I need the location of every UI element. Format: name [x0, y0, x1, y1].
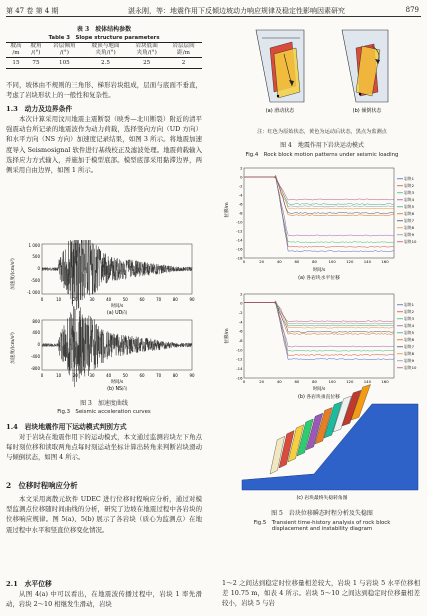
y-tick: 0	[240, 300, 243, 306]
table3-header-cell: 岩层倾角 /(°)	[53, 43, 76, 56]
fig3-ylabel-b: 加速度/(cm/s²)	[11, 332, 16, 364]
legend-item: 岩块2	[404, 183, 415, 188]
legend-item: 岩块6	[404, 337, 415, 342]
y-tick: -4	[238, 192, 243, 198]
fig3-ylabel-a: 加速度/(cm/s²)	[11, 258, 16, 290]
series-line	[244, 302, 394, 355]
section-heading: 2 位移时程响应分析	[6, 481, 78, 490]
x-tick: 50	[122, 373, 128, 378]
table3-title-en: Table 3 Slope structure parameters	[48, 35, 160, 41]
x-tick: 20	[259, 379, 265, 384]
x-tick: 160	[381, 379, 389, 384]
paragraph: 本文采用离散元软件 UDEC 进行位移时程响应分析，通过对模型监测点位移随时间曲线的分析，研究了边坡在地震过程中各岩块的位移响应规律。图 5(a)、5(b) 展示了各岩块（质心为监测点）在地震过程中水平和竖直位移变化情况。	[6, 495, 202, 534]
y-tick: -14	[236, 365, 243, 371]
y-tick: -16	[236, 375, 243, 381]
y-tick: -16	[236, 246, 243, 252]
legend-item: 岩块1	[404, 302, 415, 307]
table3-cell: 25	[143, 59, 151, 66]
fig5-caption-en-1: Fig.5 Transient time-history analysis of rock block	[253, 520, 391, 526]
fig5-sub-c: (c) 岩块最终失稳转角图	[296, 496, 348, 501]
fig3-xlabel-b: 时间/s	[110, 380, 124, 385]
fig5-xlabel-b: 时间/s	[312, 387, 326, 392]
fig3-xlabel-a: 时间/s	[110, 304, 124, 309]
y-tick: -12	[236, 228, 243, 234]
table3-cell: 2.5	[101, 59, 110, 66]
fig4-caption-cn: 图 4 地震作用下岩块运动模式	[280, 142, 364, 149]
y-tick: 400	[32, 330, 40, 335]
legend-item: 岩块7	[404, 344, 415, 349]
y-tick: -400	[30, 354, 40, 359]
series-line	[244, 302, 394, 328]
x-tick: 90	[189, 297, 195, 302]
y-tick: 0	[37, 266, 40, 271]
fig5-sub-b: (b) 各岩块垂直位移	[298, 395, 340, 400]
y-tick: 800	[32, 319, 40, 324]
table3-cell: 75	[32, 59, 40, 66]
table-row	[6, 58, 202, 69]
paragraph: 1～2 之间达到稳定时位移量相差较大，岩块 1 与岩块 5 水平位移相差 10.75 m，如表 4 所示。岩块 5～10 之间达到稳定时位移量相差较小，岩块 5 与岩	[222, 579, 420, 608]
x-tick: 0	[40, 297, 44, 302]
fig3-xticks-a	[41, 297, 195, 302]
moved-block	[274, 48, 300, 98]
table3-header-cell: 坡顶与地面 夹角/(°)	[91, 43, 120, 56]
paragraph: 本次计算采用汶川地震主震断裂（映秀—北川断裂）附近的清平强震动台所记录的地震波作为动力荷载，选择竖向方向（UD 方向）和水平方向（NS 方向）加速度记录结果，如图 3 所示。将地震加速度导入 Seismosignal 软件进行基线校正及滤波处理。地震荷载输入选择应力方式输入，并施加于模型底部。模型底部采用黏滞边界，两侧采用自由边界，如图 1 所示。	[6, 115, 202, 175]
legend-item: 岩块4	[404, 323, 415, 328]
x-tick: 30	[89, 297, 95, 302]
y-tick: -6	[238, 201, 243, 207]
figure-5	[222, 162, 422, 502]
y-tick: -4	[238, 319, 243, 325]
ns-acceleration-trace	[42, 306, 192, 387]
legend-item: 岩块10	[404, 365, 417, 370]
page-number: 879	[405, 6, 419, 14]
header-rule	[6, 16, 421, 17]
y-tick: -8	[238, 337, 243, 343]
table3-cell: 15	[12, 59, 20, 66]
fig5-vertical-series	[244, 301, 394, 360]
x-tick: 90	[189, 373, 195, 378]
slope-body	[242, 404, 418, 490]
legend-item: 岩块1	[404, 176, 415, 181]
table3	[6, 42, 202, 69]
x-tick: 80	[312, 379, 317, 384]
x-tick: 0	[242, 379, 246, 384]
fig5-ylabel-b: 位移/m	[225, 328, 230, 344]
fig4-sliding-diagram	[256, 30, 304, 114]
x-tick: 100	[328, 379, 336, 384]
series-line	[244, 302, 394, 351]
series-line	[244, 177, 394, 216]
monitor-point	[359, 93, 361, 95]
y-tick: 0	[240, 174, 243, 180]
x-tick: 60	[294, 379, 300, 384]
x-tick: 80	[172, 297, 178, 302]
x-tick: 140	[363, 379, 371, 384]
legend-item: 岩块4	[404, 197, 415, 202]
legend-item: 岩块8	[404, 351, 415, 356]
fig3-caption-en: Fig.3 Seismic acceleration curves	[57, 409, 151, 415]
y-tick: -6	[238, 328, 243, 334]
fig4-note: 注：红色为原始状态，黄色为运动后状态，黑点为监测点	[257, 129, 387, 135]
x-tick: 40	[276, 379, 282, 384]
fig5-xlabel-a: 时间/s	[312, 268, 326, 273]
fig5-horizontal-series	[244, 175, 394, 251]
table3-cell: 105	[59, 59, 70, 66]
section-heading: 2.1 水平位移	[6, 580, 52, 588]
y-tick: 1 000	[28, 243, 40, 248]
y-tick: 2	[240, 165, 243, 171]
x-tick: 10	[56, 373, 62, 378]
series-line	[244, 177, 394, 214]
paragraph: 对于岩块在地震作用下的运动模式，本文通过监测岩块左下角点每时刻位移和读取两角点每时刻运动坐标计算出转角来判断岩块滑动与倾倒状态，如图 4 所示。	[6, 433, 202, 462]
series-line	[244, 176, 394, 251]
legend-item: 岩块5	[404, 204, 415, 209]
fig3-caption-cn: 图 3 加速度曲线	[80, 400, 128, 407]
fig5-caption-cn: 图 5 岩块位移瞬态时程分析及失稳图	[271, 510, 373, 517]
x-tick: 40	[106, 373, 112, 378]
fig5-yticks-a	[236, 165, 243, 260]
ud-acceleration-trace	[42, 240, 192, 310]
legend-item: 岩块9	[404, 358, 415, 363]
x-tick: 20	[259, 259, 265, 264]
x-tick: 80	[172, 373, 178, 378]
journal-volume: 第 47 卷 第 4 期	[6, 7, 59, 15]
legend-item: 岩块3	[404, 190, 415, 195]
fig3-sub-b: (b) NS向	[107, 387, 127, 392]
x-tick: 0	[40, 373, 44, 378]
y-tick: -12	[236, 356, 243, 362]
x-tick: 80	[312, 259, 317, 264]
fig5-caption-en-2: displacement and instability diagram	[271, 526, 373, 532]
y-tick: -8	[238, 210, 243, 216]
series-line	[244, 301, 394, 324]
y-tick: -14	[236, 237, 243, 243]
fig5-xticks-b	[243, 379, 389, 384]
paragraph: 不同，坡体由不规则的三角形、梯形岩块组成，层面与底面不垂直，考虑了岩块形状上的一般性和复杂性。	[6, 81, 202, 100]
legend-item: 岩块3	[404, 316, 415, 321]
series-line	[244, 175, 394, 206]
table3-header-cell: 坡角 /(°)	[30, 43, 42, 56]
table3-cell: 2	[181, 59, 186, 66]
y-tick: -10	[236, 219, 243, 225]
legend-item: 岩块5	[404, 330, 415, 335]
x-tick: 70	[156, 373, 162, 378]
section-heading: 1.4 岩块地震作用下运动模式判别方式	[6, 423, 127, 431]
fig4-sub-b: (b) 倾倒状态	[352, 108, 382, 114]
y-tick: 2	[240, 291, 243, 297]
figure-4	[222, 20, 422, 126]
fig4-toppling-diagram	[342, 30, 388, 114]
series-line	[244, 175, 394, 247]
figure-3	[6, 240, 202, 396]
series-line	[244, 176, 394, 205]
fig5-instability-diagram	[242, 384, 418, 490]
table3-header-cell: 坡高 /m	[10, 43, 22, 56]
fig5-legend-b	[397, 302, 417, 370]
legend-item: 岩块7	[404, 218, 415, 223]
legend-item: 岩块10	[404, 239, 417, 244]
section-heading: 1.3 动力及边界条件	[6, 105, 73, 113]
x-tick: 40	[276, 259, 282, 264]
x-tick: 30	[89, 373, 95, 378]
x-tick: 70	[156, 297, 162, 302]
fig3-xticks-b	[41, 373, 195, 378]
y-tick: -2	[238, 183, 243, 189]
legend-item: 岩块8	[404, 225, 415, 230]
x-tick: 20	[72, 373, 78, 378]
y-tick: -18	[236, 255, 243, 261]
series-line	[244, 302, 394, 334]
fig3-sub-a: (a) UD向	[106, 311, 128, 316]
fig4-caption-en: Fig.4 Rock block motion patterns under seismic loading	[245, 152, 399, 158]
series-line	[244, 302, 394, 347]
legend-item: 岩块6	[404, 211, 415, 216]
x-tick: 10	[56, 297, 62, 302]
x-tick: 160	[381, 259, 389, 264]
table3-header-cell: 岩块底面 夹角/(°)	[135, 43, 158, 56]
fig5-sub-a: (a) 各岩块水平位移	[298, 276, 340, 281]
x-tick: 120	[346, 259, 354, 264]
fig5-yticks-b	[236, 291, 243, 380]
x-tick: 60	[139, 373, 145, 378]
series-line	[244, 301, 394, 326]
x-tick: 60	[139, 297, 145, 302]
y-tick: -800	[30, 366, 40, 371]
fig3-yticks-a	[27, 243, 40, 295]
table3-header-cell: 岩层层间 距/m	[172, 43, 195, 56]
x-tick: 140	[363, 259, 371, 264]
fig3-yticks-b	[31, 319, 41, 371]
running-title: 湛永刚，等：地震作用下反倾边坡动力响应规律及稳定性影响因素研究	[128, 7, 345, 15]
series-line	[244, 177, 394, 200]
series-line	[244, 177, 394, 243]
x-tick: 60	[294, 259, 300, 264]
legend-item: 岩块2	[404, 309, 415, 314]
y-tick: -500	[30, 278, 40, 283]
table3-title-cn: 表 3 坡体结构参数	[76, 26, 132, 33]
x-tick: 40	[106, 297, 112, 302]
y-tick: -1 000	[27, 290, 40, 295]
fig4-sub-a: (a) 滑动状态	[265, 108, 295, 114]
x-tick: 50	[122, 297, 128, 302]
fig5-xticks-a	[243, 259, 389, 264]
y-tick: -2	[238, 309, 243, 315]
series-line	[244, 302, 394, 321]
fig5-ylabel-a: 位移/m	[225, 202, 230, 218]
y-tick: -10	[236, 347, 243, 353]
fig5-axes-b	[244, 294, 394, 378]
fig5-legend-a	[397, 176, 417, 244]
x-tick: 120	[346, 379, 354, 384]
x-tick: 20	[72, 297, 78, 302]
legend-item: 岩块9	[404, 232, 415, 237]
x-tick: 100	[328, 259, 336, 264]
paragraph: 从图 4(a) 中可以看出，在地震波传播过程中，岩块 1 率先滑动，岩块 2～10 相继发生滑动，岩块	[6, 590, 202, 609]
y-tick: 0	[37, 342, 40, 347]
monitor-point	[277, 95, 279, 97]
y-tick: 500	[32, 254, 40, 259]
x-tick: 0	[242, 259, 246, 264]
